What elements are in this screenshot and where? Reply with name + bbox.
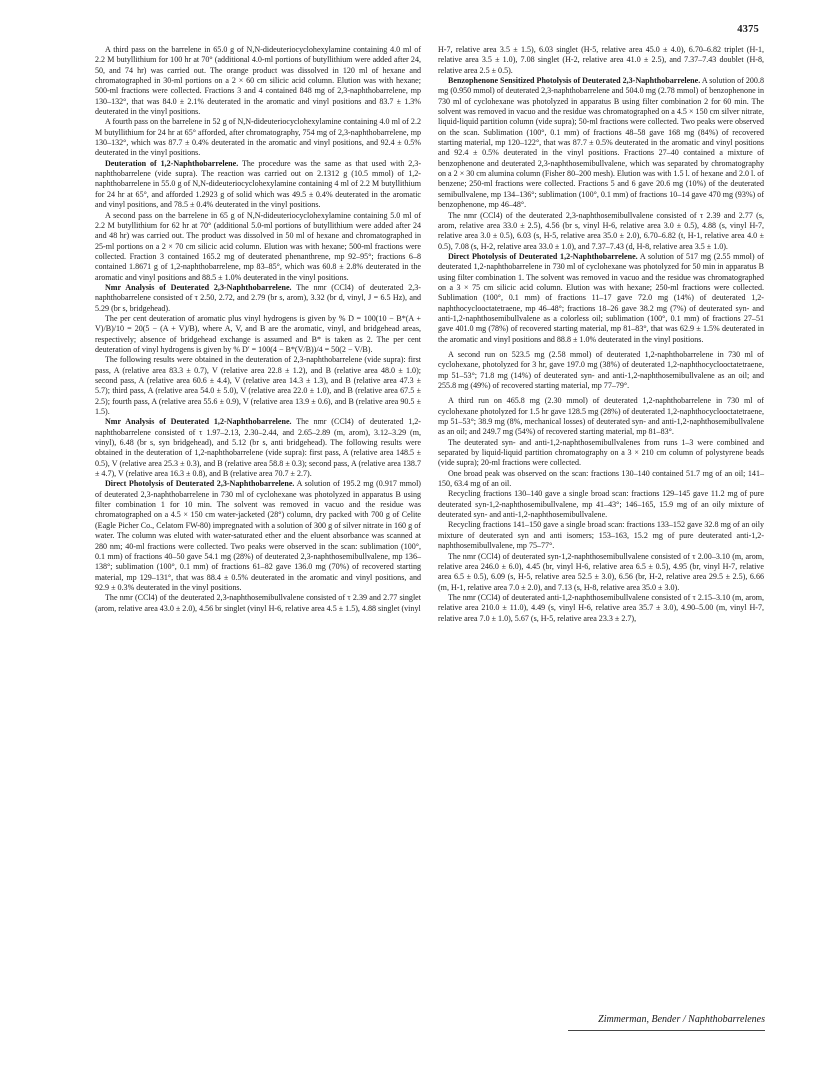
paragraph-text: One broad peak was observed on the scan: fractions 130–140 contained 51.7 mg of an oil; 141–150, 63.4 mg of an oil. xyxy=(438,468,764,489)
paragraph-text: A solution of 200.8 mg (0.950 mmol) of deuterated 2,3-naphthobarrelene and 504.0 mg (2.78 mmol) of benzophenone in 730 ml of cyclohexane was photolyzed in apparatus B using filter combination 2 for 60 min. The solvent was removed in vacuo and the residue was chromatographed on a 4.5 × 150 cm silver nitrate, liquid-liquid partition column (vide supra); 50-ml fractions were collected. Two peaks were observed on the scan. Sublimation (100°, 0.1 mm) of fractions 48–58 gave 168 mg (84%) of recovered starting material, mp 120–122°, that was 87.7 ± 0.5% deuterated in the aromatic and vinyl positions and 92.4 ± 0.5% deuterated in the vinyl positions. Fractions 27–40 contained a mixture of benzophenone and deuterated 2,3-naphthosemibullvalene, which was separated by chromatography on a 2 × 30 cm alumina column (Fisher 80–200 mesh). Elution was with 1.5 l. of hexane and 2.0 l. of benzene; 250-ml fractions were collected. Fractions 5 and 6 gave 20.6 mg (10%) of the deuterated semibullvalene, mp 134–136°; sublimation (100°, 0.1 mm) of fractions 10–14 gave 470 mg (93%) of benzophenone, mp 46–48°. xyxy=(438,76,764,210)
footer-rule xyxy=(568,1030,765,1031)
paragraph-text: The nmr (CCl4) of the deuterated 2,3-naphthosemibullvalene consisted of τ 2.39 and 2.77 (s, arom, relative area 33.0 ± 2.5), 4.56 (br s, vinyl H-6, relative area 3.0 ± 0.5), 4.88 (s, vinyl H-7, relative area 3.0 ± 0.5), 6.03 (s, H-5, relative area 35.0 ± 2.0), 6.70–6.82 (t, H-1, relative area 4.0 ± 0.5), 7.08 (s, H-2, relative area 33.0 ± 1.0), and 7.37–7.43 (d, H-8, relative area 3.5 ± 1.0). xyxy=(438,210,764,251)
section-heading: Nmr Analysis of Deuterated 1,2-Naphthobarrelene. xyxy=(105,417,292,427)
paragraph xyxy=(95,314,421,355)
page-number: 4375 xyxy=(737,24,759,35)
paragraph xyxy=(438,76,764,210)
paragraph xyxy=(95,355,421,417)
paragraph xyxy=(438,211,764,252)
paragraph xyxy=(95,417,421,479)
paragraph-text: The nmr (CCl4) of deuterated anti-1,2-naphthosemibullvalene consisted of τ 2.15–3.10 (m, arom, relative area 210.0 ± 11.0), 4.49 (s, vinyl H-6, relative area 35.7 ± 3.0), 4.90–5.00 (m, vinyl H-7, relative area 7.0 ± 1.0), 5.67 (s, H-5, relative area 23.3 ± 2.7), xyxy=(438,592,764,623)
paragraph xyxy=(438,469,764,490)
section-heading: Nmr Analysis of Deuterated 2,3-Naphthobarrelene. xyxy=(105,282,292,292)
paragraph xyxy=(438,593,764,624)
left-column xyxy=(95,45,421,614)
paragraph-text: The nmr (CCl4) of deuterated syn-1,2-naphthosemibullvalene consisted of τ 2.00–3.10 (m, arom, relative area 246.0 ± 6.0), 4.45 (br, vinyl H-6, relative area 6.5 ± 0.5), 4.95 (br, vinyl H-7, relative area 6.5 ± 0.5), 6.09 (s, H-5, relative area 52.5 ± 3.0), 6.56 (br, H-2, relative area 29.5 ± 2.5), 6.66 (m, H-1, relative area 7.0 ± 2.0), and 7.13 (s, H-8, relative area 35.0 ± 3.0). xyxy=(438,551,764,592)
paragraph xyxy=(438,45,764,76)
paragraph xyxy=(95,211,421,283)
paragraph xyxy=(95,479,421,593)
paragraph-text: The nmr (CCl4) of the deuterated 2,3-naphthosemibullvalene consisted of τ 2.39 and 2.77 singlet (arom, relative area 43.0 ± 2.0), 4.56 br singlet (vinyl H-6, relative area 4.5 ± 1.5), 4.88 singlet (vinyl xyxy=(95,593,421,613)
paragraph xyxy=(95,117,421,158)
paragraph-text: A third pass on the barrelene in 65.0 g of N,N-dideuteriocyclohexylamine containing 4.0 ml of 2.2 M butyllithium for 100 hr at 70° (additional 4.0-ml portions of butyllithium were added after 24, 50, and 74 hr) was carried out. The orange product was dissolved in 120 ml of hexane and chromatographed in 30-ml portions on a 2 × 60 cm silicic acid column. Elution was with hexane; 500-ml fractions were collected. Fractions 3 and 4 contained 848 mg of 2,3-naphthobarrelene, mp 130–132°, that was 84.0 ± 2.1% deuterated in the aromatic and vinyl positions and 83.7 ± 1.3% deuterated in the vinyl positions. xyxy=(95,45,421,117)
section-heading: Direct Photolysis of Deuterated 2,3-Naphthobarrelene. xyxy=(105,479,295,489)
paragraph xyxy=(95,45,421,117)
paragraph-text: A second pass on the barrelene in 65 g of N,N-dideuteriocyclohexylamine containing 5.0 ml of 2.2 M butyllithium for 62 hr at 70° (additional 5.0-ml portions of butyllithium were added after 24 and 48 hr) was carried out. The product was dissolved in 50 ml of hexane and chromatographed in 25-ml portions on a 2 × 70 cm silicic acid column. Elution was with hexane; 500-ml fractions were collected. Fraction 3 contained 165.2 mg of deuterated phenanthrene, mp 92–95°; fractions 6–8 contained 1.8671 g of 1,2-naphthobarrelene, mp 83–85°, which was 60.8 ± 2.8% deuterated in the aromatic and vinyl positions and 88.5 ± 1.0% deuterated in the vinyl positions. xyxy=(95,210,421,282)
paragraph xyxy=(438,552,764,593)
paragraph xyxy=(95,283,421,314)
paragraph-text: Recycling fractions 141–150 gave a single broad scan: fractions 133–152 gave 32.8 mg of an oily mixture of deuterated syn and anti isomers; 153–163, 15.2 mg of pure deuterated anti-1,2-naphthosemibullvalene, mp 75–77°. xyxy=(438,520,764,551)
paragraph-text: The per cent deuteration of aromatic plus vinyl hydrogens is given by % D = 100(10 − B*(A + V)/B)/10 = 20(5 − (A + V)/B), where A, V, and B are the aromatic, vinyl, and bridgehead areas, respectively; absence of bridgehead exchange is assumed and B* is taken as 2. The per cent deuteration of vinyl hydrogens is given by % D′ = 100(4 − B*(V/B))/4 = 50(2 − V/B). xyxy=(95,313,421,354)
paragraph-text: A solution of 195.2 mg (0.917 mmol) of deuterated 2,3-naphthobarrelene in 730 ml of cyclohexane was photolyzed in apparatus B using filter combination 1 for 10 min. The solvent was removed in vacuo and the residue was chromatographed on a 4.5 × 150 cm water-jacketed (28°) column, dry packed with 700 g of Celite (Eagle Picher Co., Celatom FW-80) impregnated with a solution of 300 g of silver nitrate in 160 g of water. The column was eluted with water-saturated ether and the eluent absorbance was scanned at 280 nm; 40-ml fractions were collected. Two peaks were observed in the scan: sublimation (100°, 0.1 mm) of fractions 40–50 gave 54.1 mg (28%) of deuterated 2,3-naphthosemibullvalene, mp 136–138°; sublimation (100°, 0.1 mm) of fractions 61–82 gave 136.0 mg (70%) of recovered starting material, mp 129–131°, that was 88.4 ± 0.5% deuterated in the aromatic and vinyl positions, and 92.9 ± 0.3% deuterated in the vinyl positions. xyxy=(95,479,421,592)
paragraph-text: A second run on 523.5 mg (2.58 mmol) of deuterated 1,2-naphthobarrelene in 730 ml of cyclohexane, photolyzed for 3 hr, gave 197.0 mg (38%) of deuterated 1,2-naphthocyclooctatetraene, mp 51–53°; 71.8 mg (14%) of deuterated syn- and anti-1,2-naphthosemibullvalene as an oil; and 255.8 mg (49%) of recovered starting material, mp 77–79°. xyxy=(438,349,764,390)
paragraph xyxy=(438,252,764,345)
section-heading: Deuteration of 1,2-Naphthobarrelene. xyxy=(105,158,239,168)
paragraph-text: H-7, relative area 3.5 ± 1.5), 6.03 singlet (H-5, relative area 45.0 ± 4.0), 6.70–6.82 triplet (H-1, relative area 3.5 ± 1.0), 7.08 singlet (H-2, relative area 41.0 ± 2.5), and 7.37–7.43 doublet (H-8, relative area 2.5 ± 0.5). xyxy=(438,45,764,75)
paragraph xyxy=(438,489,764,520)
paragraph-text: A solution of 517 mg (2.55 mmol) of deuterated 1,2-naphthobarrelene in 730 ml of cyclohexane was photolyzed for 50 min in apparatus B using filter combination 1. The solvent was removed in vacuo and the residue was chromatographed on a 3 × 75 cm silicic acid column. Elution was with hexane; 250-ml fractions were collected. Sublimation (100°, 0.1 mm) of fractions 11–17 gave 72.0 mg (14%) of deuterated 1,2-naphthocyclooctatetraene, mp 46–48°; fractions 18–26 gave 38.2 mg (7%) of deuterated syn- and anti-1,2-naphthosemibullvalene as a colorless oil; sublimation (100°, 0.1 mm) of fractions 27–51 gave 401.0 mg (78%) of recovered starting material, mp 81–83°, that was 62.9 ± 1.5% deuterated in the aromatic and vinyl positions and 88.8 ± 1.0% deuterated in the vinyl positions. xyxy=(438,251,764,344)
paragraph xyxy=(95,593,421,614)
paragraph xyxy=(438,350,764,391)
right-column xyxy=(438,45,764,624)
paragraph-text: The deuterated syn- and anti-1,2-naphthosemibullvalenes from runs 1–3 were combined and separated by liquid-liquid partition chromatography on a 3 × 210 cm column of polystyrene beads (vide supra); 20-ml fractions were collected. xyxy=(438,437,764,468)
running-footer: Zimmerman, Bender / Naphthobarrelenes xyxy=(598,1014,765,1025)
paragraph-text: The nmr (CCl4) of deuterated 2,3-naphthobarrelene consisted of τ 2.50, 2.72, and 2.79 (br s, arom), 3.32 (br d, vinyl, J = 6.5 Hz), and 5.29 (br s, bridgehead). xyxy=(95,282,421,313)
paragraph xyxy=(438,396,764,437)
paragraph-text: The procedure was the same as that used with 2,3-naphthobarrelene (vide supra). The reaction was carried out on 2.1312 g (10.5 mmol) of 1,2-naphthobarrelene in 55.0 g of N,N-dideuteriocyclohexylamine containing 4 ml of 2.2 M butyllithium for 24 hr at 65°, and afforded 1.2923 g of solid which was 49.5 ± 0.4% deuterated in the aromatic and vinyl positions, and 78.5 ± 0.4% deuterated in the vinyl positions. xyxy=(95,158,421,210)
paragraph-text: Recycling fractions 130–140 gave a single broad scan: fractions 129–145 gave 11.2 mg of pure deuterated syn-1,2-naphthosemibullvalene, mp 41–43°; 146–165, 15.9 mg of an oily mixture of deuterated syn- and anti-1,2-naphthosemibullvalene. xyxy=(438,489,764,520)
paragraph xyxy=(438,438,764,469)
paragraph-text: A fourth pass on the barrelene in 52 g of N,N-dideuteriocyclohexylamine containing 4.0 ml of 2.2 M butyllithium for 24 hr at 65° afforded, after chromatography, 754 mg of 2,3-naphthobarrelene, mp 130–132°, which was 87.7 ± 0.4% deuterated in the aromatic and vinyl positions, and 92.4 ± 0.5% deuterated in the vinyl positions. xyxy=(95,117,421,158)
paragraph-text: A third run on 465.8 mg (2.30 mmol) of deuterated 1,2-naphthobarrelene in 730 ml of cyclohexane photolyzed for 1.5 hr gave 128.5 mg (28%) of deuterated 1,2-naphthocyclooctatetraene, mp 51–53°; 38.9 mg (8%, mechanical losses) of deuterated syn- and anti-1,2-naphthosemibullvalene as an oil; and 249.7 mg (54%) of recovered starting material, mp 81–83°. xyxy=(438,396,764,437)
section-heading: Benzophenone Sensitized Photolysis of Deuterated 2,3-Naphthobarrelene. xyxy=(448,76,701,86)
paragraph xyxy=(438,520,764,551)
section-heading: Direct Photolysis of Deuterated 1,2-Naphthobarrelene. xyxy=(448,251,638,261)
paragraph-text: The nmr (CCl4) of deuterated 1,2-naphthobarrelene consisted of τ 1.97–2.13, 2.30–2.44, and 2.65–2.89 (m, arom), 3.12–3.29 (m, vinyl), 6.48 (br s, syn bridgehead), and 5.12 (br s, anti bridgehead). The following results were obtained in the deuteration of 1,2-naphthobarrelene (vide supra): first pass, A (relative area 148.5 ± 0.5), V (relative area 25.3 ± 0.3), and B (relative area 58.8 ± 0.3); second pass, A (relative area 138.7 ± 4.7), V (relative area 16.3 ± 0.8), and B (relative area 70.7 ± 2.7). xyxy=(95,417,421,479)
paragraph xyxy=(95,159,421,211)
paragraph-text: The following results were obtained in the deuteration of 2,3-naphthobarrelene (vide supra): first pass, A (relative area 83.3 ± 0.7), V (relative area 22.8 ± 1.2), and B (relative area 48.0 ± 1.0); second pass, A (relative area 60.6 ± 4.4), V (relative area 14.3 ± 1.3), and B (relative area 47.3 ± 5.7); third pass, A (relative area 54.0 ± 5.0), V (relative area 22.0 ± 1.0), and B (relative area 67.5 ± 2.5); fourth pass, A (relative area 55.6 ± 0.9), V (relative area 13.9 ± 0.6), and B (relative area 90.5 ± 1.5). xyxy=(95,355,421,417)
